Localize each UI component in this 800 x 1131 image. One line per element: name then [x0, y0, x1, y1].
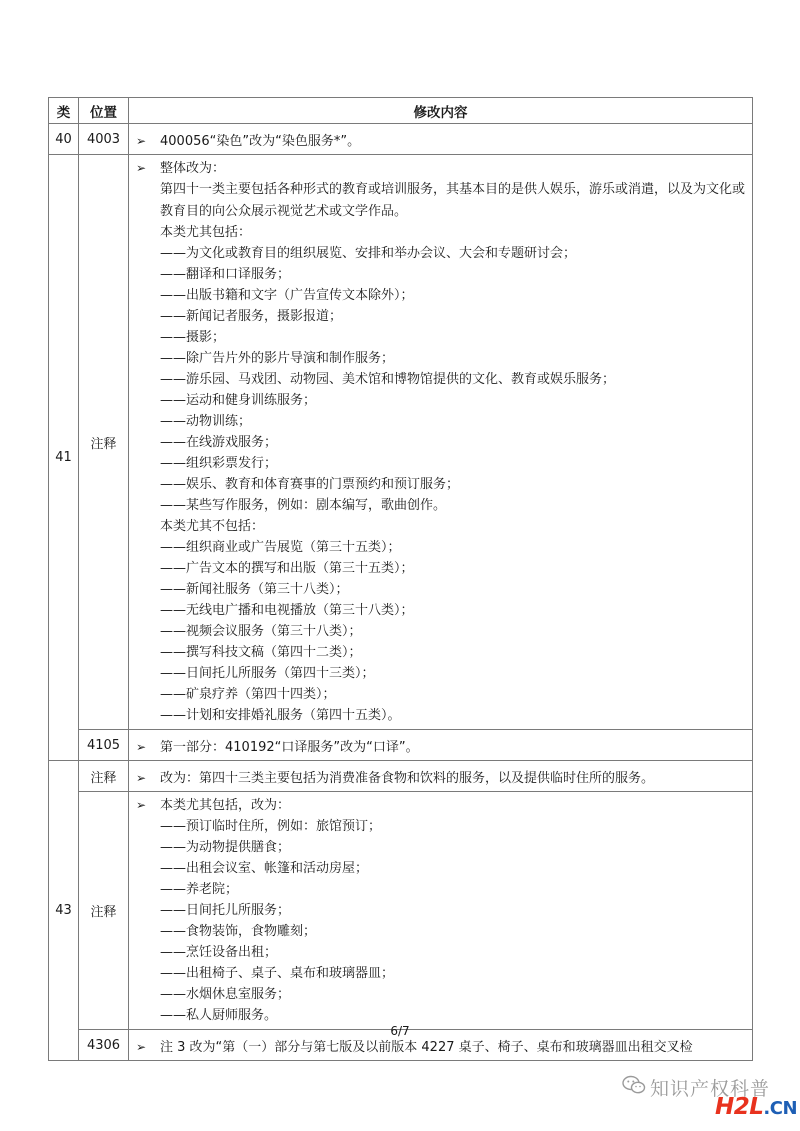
list-item: ——除广告片外的影片导演和制作服务； [160, 351, 395, 366]
list-item: ——组织彩票发行； [160, 456, 278, 471]
list-item: ——日间托儿所服务； [160, 903, 291, 918]
content-cell [129, 155, 753, 730]
list-item: ——新闻记者服务，摄影报道； [160, 309, 343, 324]
table-row-43-note1 [49, 761, 753, 792]
list-item: ——养老院； [160, 882, 239, 897]
bullet-icon: ➢ [136, 161, 147, 175]
include-title: 本类尤其包括： [160, 225, 252, 240]
list-item: ——计划和安排婚礼服务（第四十五类）。 [160, 708, 401, 723]
list-item: ——组织商业或广告展览（第三十五类）； [160, 540, 401, 555]
include-list [136, 243, 752, 516]
content-cell [129, 730, 753, 761]
table-row-40 [49, 124, 753, 155]
position-cell: 注释 [79, 792, 129, 1030]
list-item: ——视频会议服务（第三十八类）； [160, 624, 362, 639]
bullet-icon: ➢ [136, 1039, 147, 1054]
position-cell: 注释 [79, 761, 129, 792]
content-cell [129, 761, 753, 792]
header-position: 位置 [79, 98, 129, 124]
table-row-41-note [49, 155, 753, 730]
position-cell: 4003 [79, 124, 129, 155]
wechat-icon [622, 1074, 646, 1096]
table-header-row [49, 98, 753, 124]
list-item: ——某些写作服务，例如：剧本编写，歌曲创作。 [160, 498, 447, 513]
list-item: ——预订临时住所，例如：旅馆预订； [160, 819, 382, 834]
position-cell: 注释 [79, 155, 129, 730]
exclude-list [136, 537, 752, 726]
list-item: ——矿泉疗养（第四十四类）； [160, 687, 336, 702]
amendment-table [48, 97, 753, 1061]
list-item: ——动物训练； [160, 414, 252, 429]
content-text: 改为：第四十三类主要包括为消费准备食物和饮料的服务，以及提供临时住所的服务。 [160, 770, 655, 786]
list-item: ——翻译和口译服务； [160, 267, 291, 282]
class-cell: 43 [49, 761, 79, 1061]
position-cell: 4306 [79, 1030, 129, 1061]
intro-text: 整体改为： [160, 161, 226, 176]
bullet-icon: ➢ [136, 739, 147, 754]
list-item: ——在线游戏服务； [160, 435, 278, 450]
bullet-icon: ➢ [136, 133, 147, 148]
content-cell [129, 124, 753, 155]
note2-title: 本类尤其包括，改为： [160, 798, 291, 813]
list-item: ——撰写科技文稿（第四十二类）； [160, 645, 362, 660]
bullet-icon: ➢ [136, 770, 147, 785]
logo-suffix: .CN [763, 1098, 798, 1119]
list-item: ——摄影； [160, 330, 226, 345]
position-cell: 4105 [79, 730, 129, 761]
list-item: ——出版书籍和文字（广告宣传文本除外）； [160, 288, 414, 303]
content-cell [129, 792, 753, 1030]
list-item: ——广告文本的撰写和出版（第三十五类）； [160, 561, 414, 576]
include-list [136, 816, 752, 1026]
table-row-41-sub [49, 730, 753, 761]
list-item: ——私人厨师服务。 [160, 1008, 278, 1023]
exclude-title: 本类尤其不包括： [160, 519, 265, 534]
list-item: ——出租椅子、桌子、桌布和玻璃器皿； [160, 966, 395, 981]
content-text: 第一部分：410192“口译服务”改为“口译”。 [160, 739, 419, 755]
watermark-text: 知识产权科普 [650, 1078, 771, 1100]
class-cell: 41 [49, 155, 79, 761]
list-item: ——出租会议室、帐篷和活动房屋； [160, 861, 369, 876]
header-content: 修改内容 [129, 98, 753, 124]
content-text: 注 3 改为“第（一）部分与第七版及以前版本 4227 桌子、椅子、桌布和玻璃器皿出租交叉检 [160, 1039, 693, 1055]
content-text: 400056“染色”改为“染色服务*”。 [160, 133, 361, 149]
site-logo [715, 1094, 797, 1120]
list-item: ——水烟休息室服务； [160, 987, 291, 1002]
list-item: ——日间托儿所服务（第四十三类）； [160, 666, 375, 681]
header-class: 类 [49, 98, 79, 124]
list-item: ——娱乐、教育和体育赛事的门票预约和预订服务； [160, 477, 460, 492]
list-item: ——无线电广播和电视播放（第三十八类）； [160, 603, 414, 618]
table-row-43-note2 [49, 792, 753, 1030]
list-item: ——为文化或教育目的组织展览、安排和举办会议、大会和专题研讨会； [160, 246, 577, 261]
list-item: ——运动和健身训练服务； [160, 393, 317, 408]
class41-description: 第四十一类主要包括各种形式的教育或培训服务，其基本目的是供人娱乐，游乐或消遣，以及为文化或教育目的向公众展示视觉艺术或文学作品。 [160, 182, 746, 219]
list-item: ——烹饪设备出租； [160, 945, 278, 960]
bullet-icon: ➢ [136, 798, 147, 812]
list-item: ——食物装饰，食物雕刻； [160, 924, 317, 939]
watermark [620, 1064, 800, 1124]
class-cell: 40 [49, 124, 79, 155]
logo-main: H2L [715, 1094, 764, 1120]
list-item: ——游乐园、马戏团、动物园、美术馆和博物馆提供的文化、教育或娱乐服务； [160, 372, 616, 387]
list-item: ——新闻社服务（第三十八类）； [160, 582, 349, 597]
list-item: ——为动物提供膳食； [160, 840, 291, 855]
page-number: 6/7 [390, 1024, 410, 1038]
